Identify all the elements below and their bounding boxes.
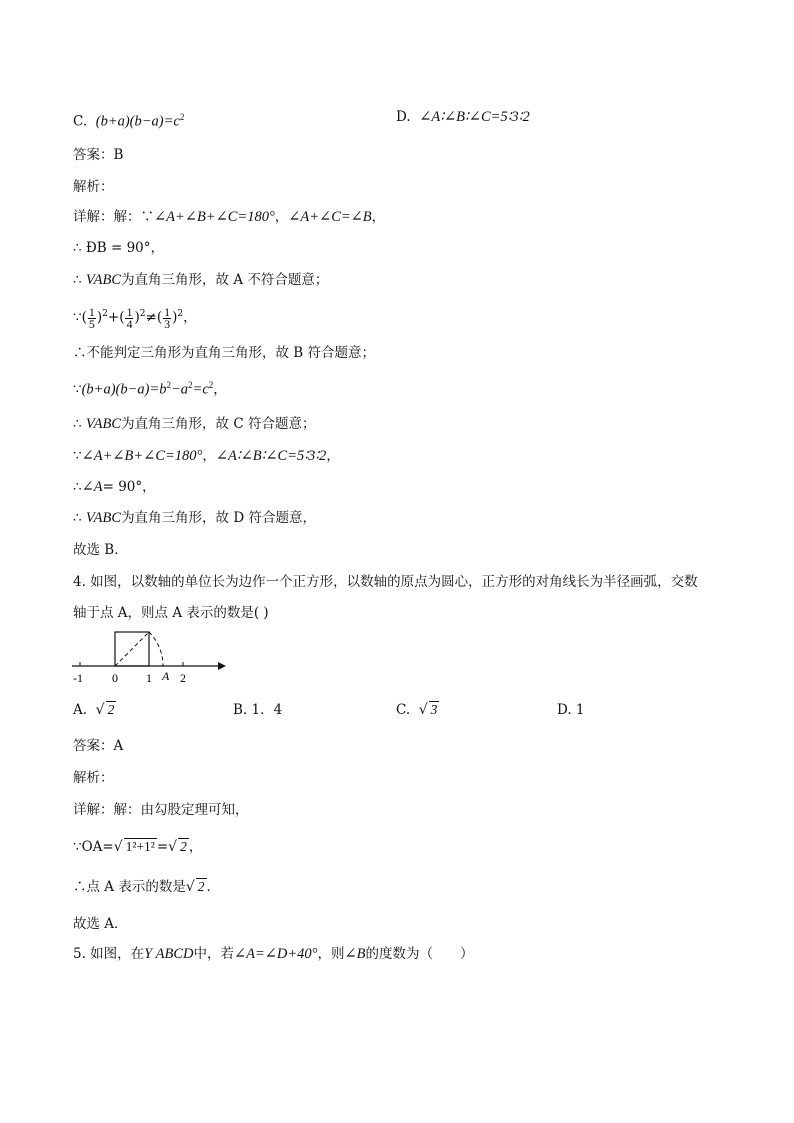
text: ， <box>183 309 197 326</box>
text: ∴ <box>73 510 86 526</box>
text: ， <box>326 448 340 464</box>
option-c-q4 <box>396 700 439 720</box>
detail-q4: 详解：解：由勾股定理可知， <box>73 802 249 818</box>
answer-q3: 答案：B <box>73 147 124 163</box>
text: ， <box>213 381 227 398</box>
question-4-stem-1: 4. 如图，以数轴的单位长为边作一个正方形，以数轴的原点为圆心，正方形的对角线长为半径画弧，交数 <box>73 574 698 590</box>
exponent: 2 <box>179 112 185 122</box>
math-expression: −a <box>171 381 189 398</box>
detail-line-6 <box>73 375 227 400</box>
exponent: 2 <box>208 380 214 390</box>
text: ， <box>202 448 216 464</box>
math-expression: VABC <box>85 272 122 288</box>
sqrt-icon: √ <box>185 879 195 895</box>
option-a-q4 <box>73 700 116 720</box>
detail-line-1 <box>73 207 385 227</box>
detail-line-7 <box>73 414 315 434</box>
conclusion-line <box>73 877 220 897</box>
option-label: A. <box>73 702 88 718</box>
answer-q4: 答案：A <box>73 738 124 754</box>
math-expression: (b+a)(b−a)=c <box>95 113 180 130</box>
tick-label-0: 0 <box>112 671 118 685</box>
text: ， <box>274 209 289 225</box>
math-expression: ∠A <box>81 479 103 495</box>
math-expression: ∠A+∠B+∠C=180° <box>154 209 275 225</box>
radicand: 2 <box>107 702 115 717</box>
radicand: 3 <box>430 702 438 717</box>
question-5-stem <box>73 944 473 964</box>
text: 中，若 <box>193 946 234 962</box>
option-label: C. <box>396 702 411 718</box>
text: ∴ <box>73 479 82 495</box>
text: ∵ <box>73 309 82 326</box>
diagonal <box>115 632 149 666</box>
detail-line-10 <box>73 508 316 528</box>
radicand: 2 <box>180 839 187 854</box>
sqrt-icon: √ <box>113 839 123 855</box>
choose-line-q4: 故选 A． <box>73 916 128 932</box>
text: ， <box>188 839 203 855</box>
question-4-stem-2: 轴于点 A，则点 A 表示的数是( ) <box>73 605 269 621</box>
numerator: 1 <box>164 304 171 319</box>
math-expression: (b+a)(b−a)=b <box>81 381 167 398</box>
math-expression: ∠A∶∠B∶∠C=5∶3∶2 <box>419 109 530 125</box>
text: ∴ <box>73 272 86 288</box>
math-expression: ∠A+∠B+∠C=180° <box>81 448 203 464</box>
number-line-figure <box>70 628 230 688</box>
math-expression: ∠B <box>344 946 366 962</box>
math-expression: ∠A=∠D+40° <box>233 946 318 962</box>
text: 的度数为（ ） <box>365 946 474 962</box>
sqrt-icon: √ <box>95 702 105 718</box>
text: 详解：解：∵ <box>73 209 154 225</box>
denominator: 5 <box>88 316 95 331</box>
option-c <box>73 107 184 132</box>
sqrt-icon: √ <box>418 702 428 718</box>
arc <box>149 632 163 666</box>
option-b-q4: B. 1．4 <box>233 702 283 718</box>
oa-line <box>73 837 202 857</box>
analysis-label-q3: 解析： <box>73 179 114 195</box>
math-expression: =c <box>192 381 209 398</box>
text: 5. 如图，在 <box>73 946 145 962</box>
detail-line-8 <box>73 446 340 466</box>
math-expression: VABC <box>85 416 122 432</box>
math-expression: ∠A+∠C=∠B <box>288 209 372 225</box>
numerator: 1 <box>126 304 133 319</box>
text: ∵OA= <box>73 839 114 855</box>
detail-line-3 <box>73 270 328 290</box>
text: 为直角三角形，故 C 符合题意； <box>121 416 316 432</box>
operator: ≠ <box>145 309 157 326</box>
sqrt-icon: √ <box>168 839 178 855</box>
numerator: 1 <box>88 304 95 319</box>
math-expression: VABC <box>85 510 122 526</box>
choose-line-q3: 故选 B． <box>73 542 128 558</box>
operator: = <box>156 839 169 855</box>
exponent: 2 <box>139 309 146 319</box>
analysis-label-q4: 解析： <box>73 770 114 786</box>
text: 为直角三角形，故 D 符合题意， <box>121 510 316 526</box>
fraction <box>88 304 96 331</box>
option-d-q4: D. 1 <box>557 702 585 718</box>
detail-line-4: ∵( $\frac{1}{5}$ )$^2$+( $\frac{1}{4}$ )$^2$≠( $\frac{1}{3}$ )$^2$， <box>73 304 197 331</box>
option-label: D. <box>396 109 411 125</box>
axis-arrow-icon <box>218 662 226 670</box>
math-expression: ∠A∶∠B∶∠C=5∶3∶2 <box>215 448 327 464</box>
math-expression: Y ABCD <box>144 946 194 962</box>
exponent: 2 <box>102 309 108 319</box>
detail-line-5: ∴不能判定三角形为直角三角形，故 B 符合题意； <box>73 345 376 361</box>
text: ． <box>206 879 221 895</box>
tick-label-2: 2 <box>180 671 186 685</box>
text: ，则 <box>317 946 345 962</box>
exponent: 2 <box>177 309 184 319</box>
text: ∵ <box>73 448 82 464</box>
detail-line-2: ∴ ÐB = 90°， <box>73 240 165 256</box>
exponent: 2 <box>188 380 193 390</box>
denominator: 4 <box>126 316 133 331</box>
text: ∵ <box>73 381 82 398</box>
exponent: 2 <box>166 380 172 390</box>
fraction <box>125 304 133 331</box>
text: ∴ <box>73 416 86 432</box>
option-d <box>396 107 530 127</box>
text: ， <box>371 209 386 225</box>
detail-line-9 <box>73 477 156 497</box>
point-label-a: A <box>162 669 170 683</box>
tick-label-minus-1: -1 <box>73 671 83 685</box>
option-label: C. <box>73 113 88 130</box>
tick-label-1: 1 <box>146 671 152 685</box>
text: ∴点 A 表示的数是 <box>73 879 186 895</box>
fraction <box>163 304 171 331</box>
denominator: 3 <box>164 316 171 331</box>
text: = 90°， <box>102 479 156 495</box>
operator: + <box>107 309 120 326</box>
radicand: 1²+1² <box>125 839 155 854</box>
radicand: 2 <box>197 879 205 894</box>
text: 为直角三角形，故 A 不符合题意； <box>121 272 329 288</box>
